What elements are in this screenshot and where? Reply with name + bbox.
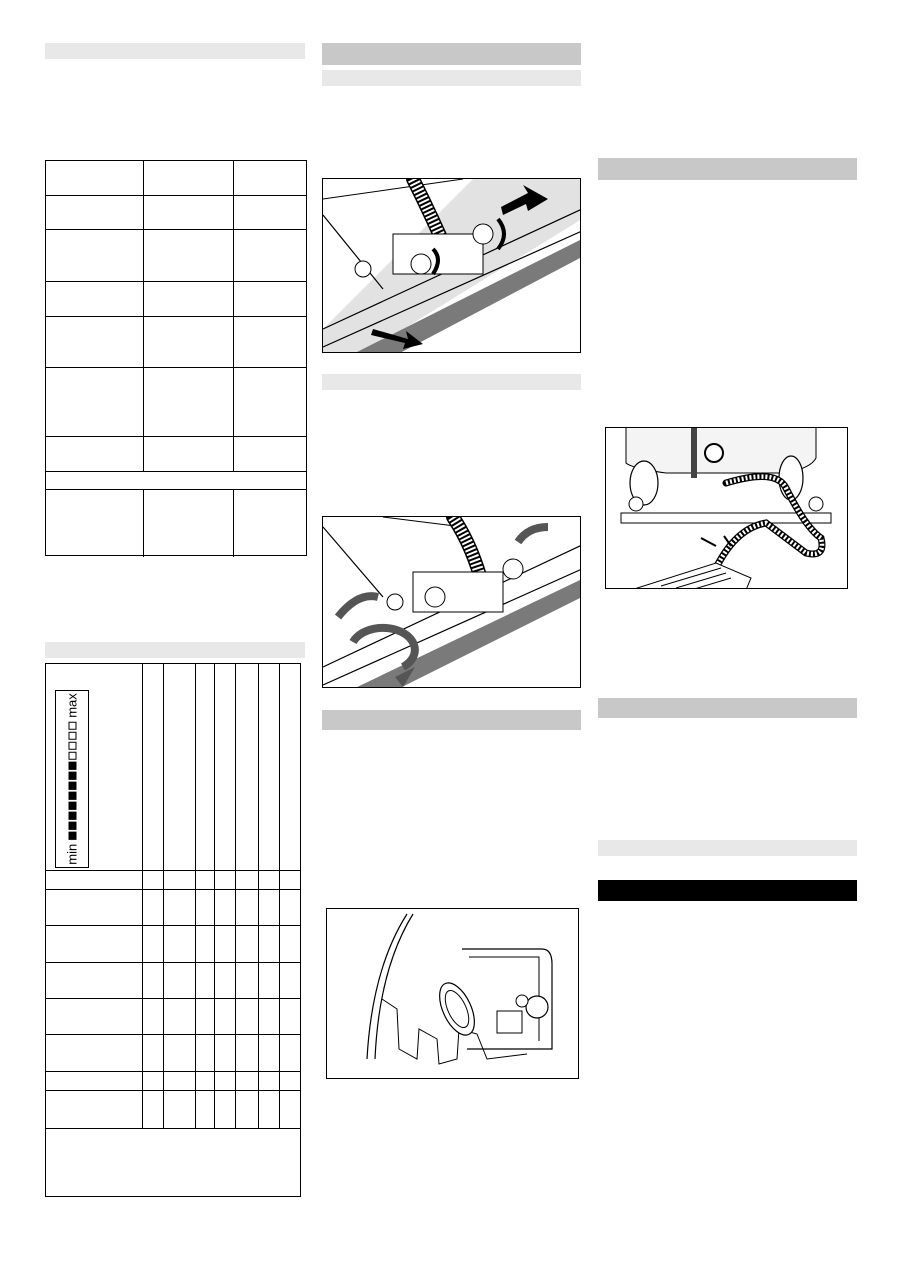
table-column-divider xyxy=(163,664,164,1128)
section-header-bar-right-1 xyxy=(598,158,857,180)
table-row-divider xyxy=(46,962,300,963)
table-row-divider xyxy=(46,195,306,196)
table-column-divider xyxy=(233,489,234,557)
squeegee-removal-illustration xyxy=(322,178,581,353)
section-header-bar-mid-1 xyxy=(322,43,581,65)
table-row-divider xyxy=(46,870,300,871)
squeegee-rotate-illustration xyxy=(322,516,581,688)
table-row-divider xyxy=(46,1071,300,1072)
level-gauge-scale xyxy=(66,693,79,865)
section-header-bar-right-3 xyxy=(598,840,857,856)
gauge-square-filled xyxy=(68,792,76,800)
gauge-square-filled xyxy=(68,822,76,830)
table-row-divider xyxy=(46,316,306,317)
table-row-divider xyxy=(46,281,306,282)
table-row-divider xyxy=(46,471,306,472)
suction-hose-illustration xyxy=(605,427,848,589)
gauge-square-filled xyxy=(68,762,76,770)
gauge-square-filled xyxy=(68,772,76,780)
table-column-divider xyxy=(235,664,236,1128)
table-row-divider xyxy=(46,998,300,999)
table-row-divider xyxy=(46,925,300,926)
section-header-bar-left-2 xyxy=(45,642,305,658)
section-header-bar-left-1 xyxy=(45,43,305,59)
detergent-dosage-table xyxy=(45,663,301,1197)
table-column-divider xyxy=(279,664,280,1128)
section-header-bar-mid-4 xyxy=(322,710,581,730)
section-header-bar-mid-3 xyxy=(322,374,581,390)
warning-bar xyxy=(598,880,857,901)
table-column-divider xyxy=(195,664,196,1128)
table-column-divider xyxy=(143,489,144,557)
table-row-divider xyxy=(46,367,306,368)
table-row-divider xyxy=(46,889,300,890)
section-header-bar-right-2 xyxy=(598,698,857,718)
table-row-divider xyxy=(46,489,306,490)
gauge-max-label: max xyxy=(64,693,80,718)
gauge-square-filled xyxy=(68,812,76,820)
tank-filter-illustration xyxy=(326,908,579,1079)
gauge-square-filled xyxy=(68,802,76,810)
gauge-squares xyxy=(68,722,76,840)
table-row-divider xyxy=(46,229,306,230)
gauge-square-filled xyxy=(68,832,76,840)
gauge-square-empty xyxy=(68,752,76,760)
table-column-divider xyxy=(258,664,259,1128)
table-column-divider xyxy=(142,664,143,1128)
gauge-square-empty xyxy=(68,742,76,750)
gauge-min-label: min xyxy=(64,843,80,865)
table-row-divider xyxy=(46,1128,300,1129)
gauge-square-empty xyxy=(68,732,76,740)
specification-table xyxy=(45,160,307,556)
gauge-square-filled xyxy=(68,782,76,790)
section-header-bar-mid-2 xyxy=(322,70,581,86)
table-column-divider xyxy=(214,664,215,1128)
gauge-square-empty xyxy=(68,722,76,730)
table-row-divider xyxy=(46,1090,300,1091)
level-gauge xyxy=(55,690,89,868)
table-row-divider xyxy=(46,1034,300,1035)
table-row-divider xyxy=(46,436,306,437)
